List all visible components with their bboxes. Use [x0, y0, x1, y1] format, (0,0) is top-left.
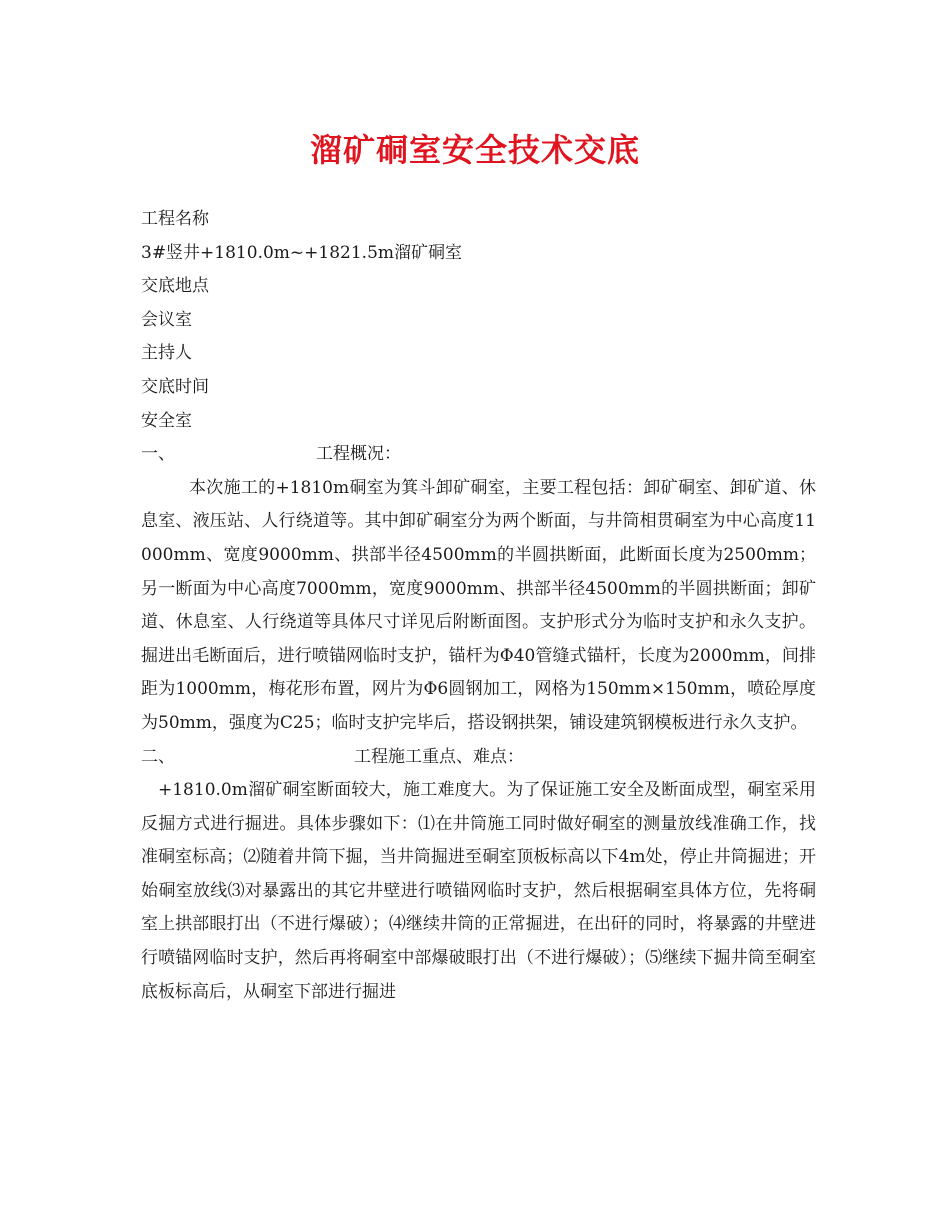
section-1-heading: 一、 工程概况：: [141, 438, 816, 472]
field-time-label: 交底时间: [141, 376, 209, 397]
section-2-heading: 二、 工程施工重点、难点：: [141, 741, 816, 775]
field-department-value: 安全室: [141, 410, 192, 431]
field-project-name-label: 工程名称: [141, 209, 209, 229]
section-1-title: 工程概况：: [316, 444, 401, 465]
field-location-value: 会议室: [141, 309, 192, 330]
field-host-label: 主持人: [141, 343, 192, 364]
field-location-label: 交底地点: [141, 276, 209, 297]
document-body: [141, 203, 816, 1009]
document-title: 溜矿硐室安全技术交底: [309, 131, 640, 169]
field-project-name-value: 3#竖井+1810.0m~+1821.5m溜矿硐室: [141, 242, 462, 263]
section-1-paragraph: 本次施工的+1810m硐室为箕斗卸矿硐室，主要工程包括：卸矿硐室、卸矿道、休息室、液压站、人行绕道等。其中卸矿硐室分为两个断面，与井筒相贯硐室为中心高度11000mm、宽度9000mm、拱部半径4500mm的半圆拱断面，此断面长度为2500mm；另一断面为中心高度7000mm，宽度9000mm、拱部半径4500mm的半圆拱断面；卸矿道、休息室、人行绕道等具体尺寸详见后附断面图。支护形式分为临时支护和永久支护。掘进出毛断面后，进行喷锚网临时支护，锚杆为Φ40管缝式锚杆，长度为2000mm，间排距为1000mm，梅花形布置，网片为Φ6圆钢加工，网格为150mm×150mm，喷砼厚度为50mm，强度为C25；临时支护完毕后，搭设钢拱架，铺设建筑钢模板进行永久支护。: [141, 477, 816, 733]
section-2-paragraph: +1810.0m溜矿硐室断面较大，施工难度大。为了保证施工安全及断面成型，硐室采用反掘方式进行掘进。具体步骤如下：⑴在井筒施工同时做好硐室的测量放线准确工作，找准硐室标高；⑵随着井筒下掘，当井筒掘进至硐室顶板标高以下4m处，停止井筒掘进；开始硐室放线⑶对暴露出的其它井壁进行喷锚网临时支护，然后根据硐室具体方位，先将硐室上拱部眼打出（不进行爆破）；⑷继续井筒的正常掘进，在出矸的同时，将暴露的井壁进行喷锚网临时支护，然后再将硐室中部爆破眼打出（不进行爆破）；⑸继续下掘井筒至硐室底板标高后，从硐室下部进行掘进: [141, 780, 816, 1002]
section-2-title: 工程施工重点、难点：: [354, 746, 524, 767]
